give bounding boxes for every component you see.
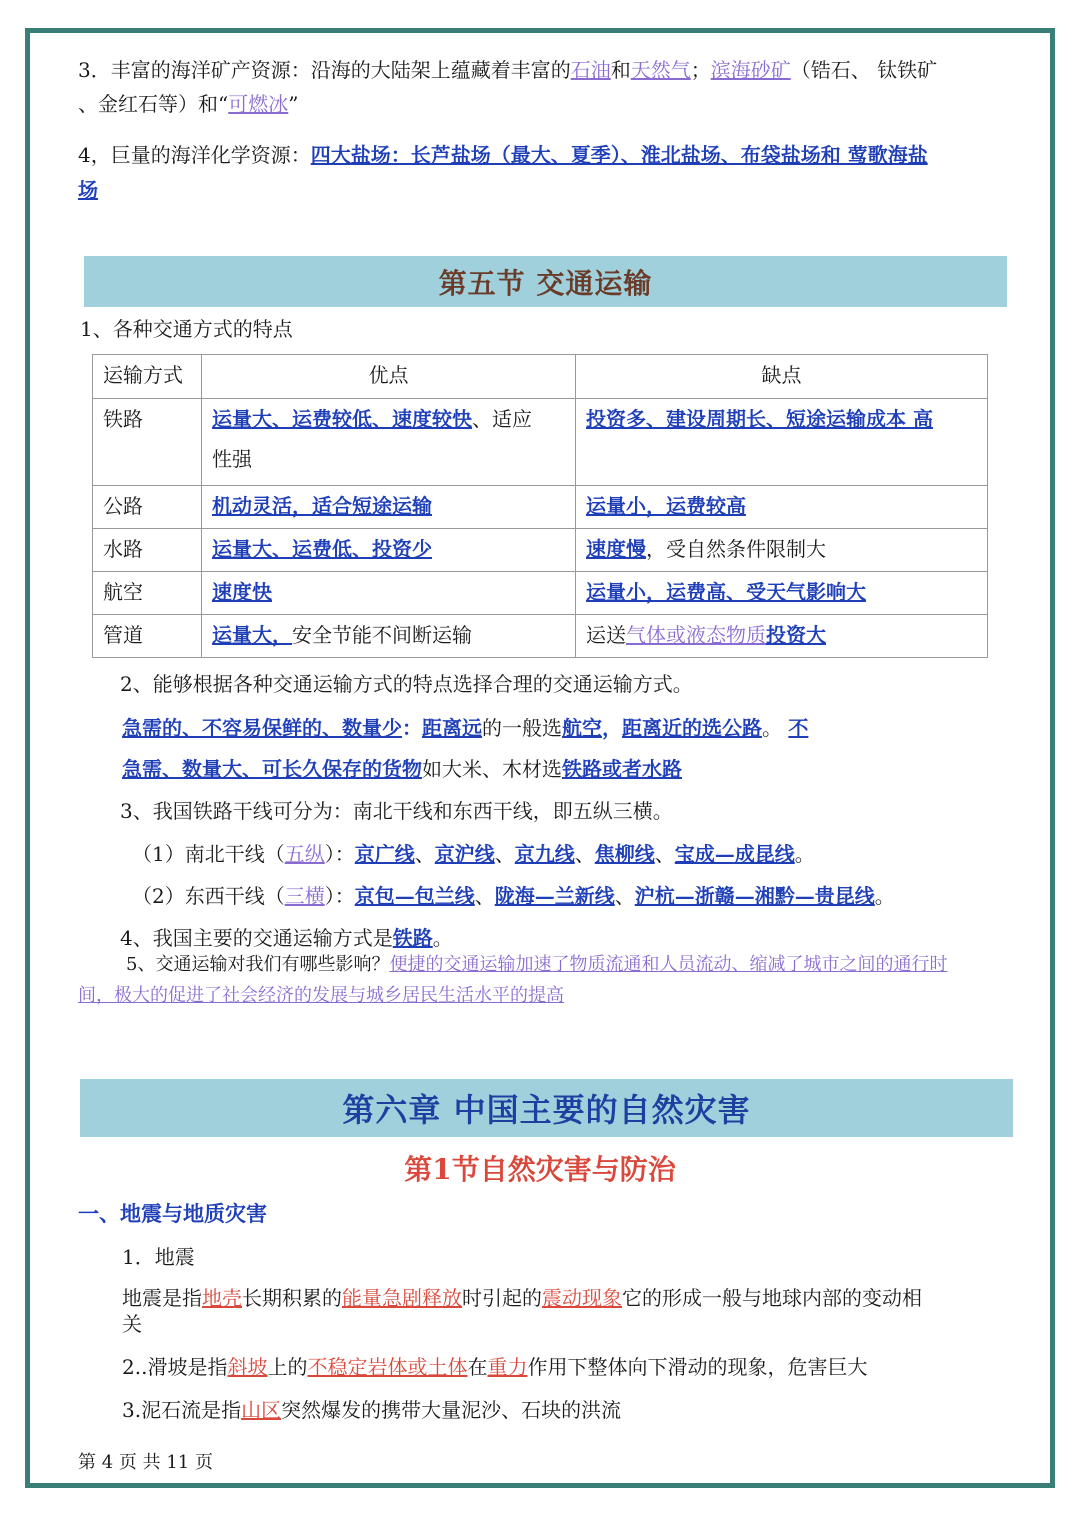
- sep: 、: [654, 842, 675, 866]
- mode-cell: 航空: [93, 572, 202, 615]
- sep: 、: [494, 842, 515, 866]
- q2-text: 的一般选: [482, 716, 562, 740]
- rail-line: 京沪线: [434, 842, 495, 866]
- quake-text2: 长期积累的: [242, 1286, 342, 1310]
- pro-rest2: 性强: [212, 447, 252, 471]
- oil-term: 石油: [570, 58, 611, 82]
- pro-rest: 、适应: [472, 407, 532, 431]
- table-row: [93, 572, 988, 615]
- slide-gravity: 重力: [487, 1355, 528, 1379]
- and-text: 和: [610, 58, 631, 82]
- slide-slope: 斜坡: [227, 1355, 268, 1379]
- quake-text4: 它的形成一般与地球内部的变动相: [622, 1286, 922, 1310]
- separator: ；: [690, 58, 711, 82]
- mode-cell: 水路: [93, 529, 202, 572]
- ew-three: 三横: [284, 884, 325, 908]
- item-3-text: 3．丰富的海洋矿产资源：沿海的大陆架上蕴藏着丰富的: [78, 58, 571, 82]
- table-row: [93, 529, 988, 572]
- question-2: 2、能够根据各种交通运输方式的特点选择合理的交通运输方式。: [120, 672, 693, 696]
- q3-north-south: [132, 839, 815, 869]
- q2-term-rail-water: 铁路或者水路: [562, 757, 682, 781]
- pro-cell: [202, 615, 576, 658]
- chapter-6-banner: [80, 1079, 1013, 1137]
- pro-highlight: 运量大，: [212, 623, 292, 647]
- rail-line: 京包—包兰线: [354, 884, 475, 908]
- landslide-def: [122, 1352, 867, 1382]
- flow-mountain: 山区: [241, 1398, 282, 1422]
- rail-line: 焦柳线: [594, 842, 655, 866]
- section-5-banner: [84, 256, 1007, 307]
- table-header-row: [93, 355, 988, 399]
- rail-line: 宝成—成昆线: [674, 842, 795, 866]
- q2-term-far: 距离远: [422, 716, 482, 740]
- earthquake-heading: 一、地震与地质灾害: [78, 1201, 267, 1226]
- con-cell: [576, 399, 988, 486]
- item-4-line1: [78, 140, 928, 170]
- q4-rail: 铁路: [392, 926, 433, 950]
- q4-text: 4、我国主要的交通运输方式是: [120, 926, 393, 950]
- pro-cell: [202, 529, 576, 572]
- ew-label: （2）东西干线（: [132, 884, 285, 908]
- q2-colon: ：: [402, 716, 422, 740]
- pro-rest: 安全节能不间断运输: [292, 623, 472, 647]
- slide-text: 2..滑坡是指: [122, 1355, 228, 1379]
- pro-cell: [202, 486, 576, 529]
- table-row: [93, 486, 988, 529]
- slide-text4: 作用下整体向下滑动的现象，危害巨大: [527, 1355, 868, 1379]
- item-3-line2-prefix: 、金红石等）和“: [78, 92, 229, 116]
- pro-highlight: 机动灵活，适合短途运输: [212, 494, 432, 518]
- slide-unstable: 不稳定岩体或土体: [307, 1355, 468, 1379]
- pro-highlight: 运量大、运费较低、速度较快: [212, 407, 472, 431]
- gas-term: 天然气: [630, 58, 691, 82]
- con-cell: [576, 486, 988, 529]
- header-mode: 运输方式: [93, 355, 202, 399]
- pro-cell: [202, 572, 576, 615]
- question-3: 3、我国铁路干线可分为：南北干线和东西干线，即五纵三横。: [120, 799, 673, 823]
- question-5-line1: [126, 950, 947, 980]
- q2-term-urgent: 急需的、不容易保鲜的、数量少: [122, 716, 402, 740]
- item-4-text: 4，巨量的海洋化学资源：: [78, 143, 311, 167]
- rail-line: 沪杭—浙赣—湘黔—贵昆线: [634, 884, 875, 908]
- item-3-line1: [78, 55, 937, 85]
- salt-fields-term-cont: 场: [78, 178, 98, 202]
- sep: 、: [414, 842, 435, 866]
- q5-text: 5、交通运输对我们有哪些影响？: [126, 954, 390, 975]
- sep: 、: [474, 884, 495, 908]
- flow-text2: 突然爆发的携带大量泥沙、石块的洪流: [281, 1398, 622, 1422]
- q2-answer-line1: [122, 713, 808, 743]
- transport-table: [92, 354, 988, 658]
- rail-line: 陇海—兰新线: [494, 884, 615, 908]
- item-3-line2-suffix: ”: [288, 92, 299, 116]
- con-prefix: 运送: [586, 623, 626, 647]
- quake-energy: 能量急剧释放: [342, 1286, 462, 1310]
- ns-label: （1）南北干线（: [132, 842, 285, 866]
- sep: 、: [574, 842, 595, 866]
- mode-cell: 管道: [93, 615, 202, 658]
- con-highlight: 运量小，运费较高: [586, 494, 746, 518]
- earthquake-def-line1: [122, 1283, 922, 1313]
- quake-text3: 时引起的: [462, 1286, 542, 1310]
- quake-crust: 地壳: [202, 1286, 242, 1310]
- pro-highlight: 速度快: [212, 580, 272, 604]
- flow-text: 3.泥石流是指: [122, 1398, 242, 1422]
- q5-answer: 便捷的交通运输加速了物质流通和人员流动、缩减了城市之间的通行时: [389, 954, 948, 975]
- ns-colon: ）：: [324, 842, 355, 866]
- header-pros: 优点: [202, 355, 576, 399]
- con-cell: [576, 615, 988, 658]
- q2-term-near: 距离近的选公路: [622, 716, 762, 740]
- paren-text: （锆石、 钛铁矿: [790, 58, 938, 82]
- rail-line: 京九线: [514, 842, 575, 866]
- table-row: [93, 399, 988, 486]
- con-highlight: 速度慢: [586, 537, 646, 561]
- con-highlight: 投资多、建设周期长、短途运输成本 高: [586, 407, 933, 431]
- table-row: [93, 615, 988, 658]
- salt-fields-term: 四大盐场：长芦盐场（最大、夏季）、淮北盐场、布袋盐场和 莺歌海盐: [310, 143, 928, 167]
- chapter-6-title: 第六章 中国主要的自然灾害: [342, 1091, 751, 1129]
- item-4-line2: [78, 175, 98, 205]
- ew-colon: ）：: [324, 884, 355, 908]
- q2-text2: 如大米、木材选: [422, 757, 562, 781]
- ns-five: 五纵: [284, 842, 325, 866]
- section-1-title: 第1节自然灾害与防治: [404, 1153, 676, 1186]
- item-3-line2: [78, 89, 298, 119]
- question-1: 1、各种交通方式的特点: [80, 317, 293, 341]
- q2-term-air: 航空: [562, 716, 602, 740]
- mode-cell: 公路: [93, 486, 202, 529]
- page-footer: 第 4 页 共 11 页: [78, 1452, 213, 1473]
- period: 。: [874, 884, 895, 908]
- rail-line: 京广线: [354, 842, 415, 866]
- quake-vibration: 震动现象: [542, 1286, 622, 1310]
- con-purple: 气体或液态物质: [626, 623, 766, 647]
- q2-comma: ，: [602, 716, 622, 740]
- q5-answer-cont: 间，极大的促进了社会经济的发展与城乡居民生活水平的提高: [78, 985, 564, 1006]
- pro-cell: [202, 399, 576, 486]
- q2-period: 。: [762, 716, 789, 740]
- con-highlight: 运量小，运费高、受天气影响大: [586, 580, 866, 604]
- con-cell: [576, 529, 988, 572]
- q2-term-bulk: 急需、数量大、可长久保存的货物: [122, 757, 422, 781]
- q2-answer-line2: [122, 754, 682, 784]
- q2-term-not: 不: [788, 716, 809, 740]
- mode-cell: 铁路: [93, 399, 202, 486]
- sand-term: 滨海砂矿: [710, 58, 791, 82]
- header-cons: 缺点: [576, 355, 988, 399]
- period: 。: [794, 842, 815, 866]
- con-rest: ，受自然条件限制大: [646, 537, 826, 561]
- q4-period: 。: [432, 926, 453, 950]
- earthquake-def-line2: 关: [122, 1312, 142, 1336]
- slide-text3: 在: [467, 1355, 488, 1379]
- debris-flow-def: [122, 1395, 621, 1425]
- con-cell: [576, 572, 988, 615]
- section-5-title: 第五节 交通运输: [438, 266, 653, 300]
- q3-east-west: [132, 881, 895, 911]
- sep: 、: [614, 884, 635, 908]
- slide-text2: 上的: [267, 1355, 308, 1379]
- earthquake-subheading: 1．地震: [122, 1245, 195, 1269]
- pro-highlight: 运量大、运费低、投资少: [212, 537, 432, 561]
- question-5-line2: [78, 981, 564, 1011]
- ice-term: 可燃冰: [228, 92, 289, 116]
- quake-text: 地震是指: [122, 1286, 202, 1310]
- con-highlight: 投资大: [766, 623, 826, 647]
- question-4: [120, 923, 453, 953]
